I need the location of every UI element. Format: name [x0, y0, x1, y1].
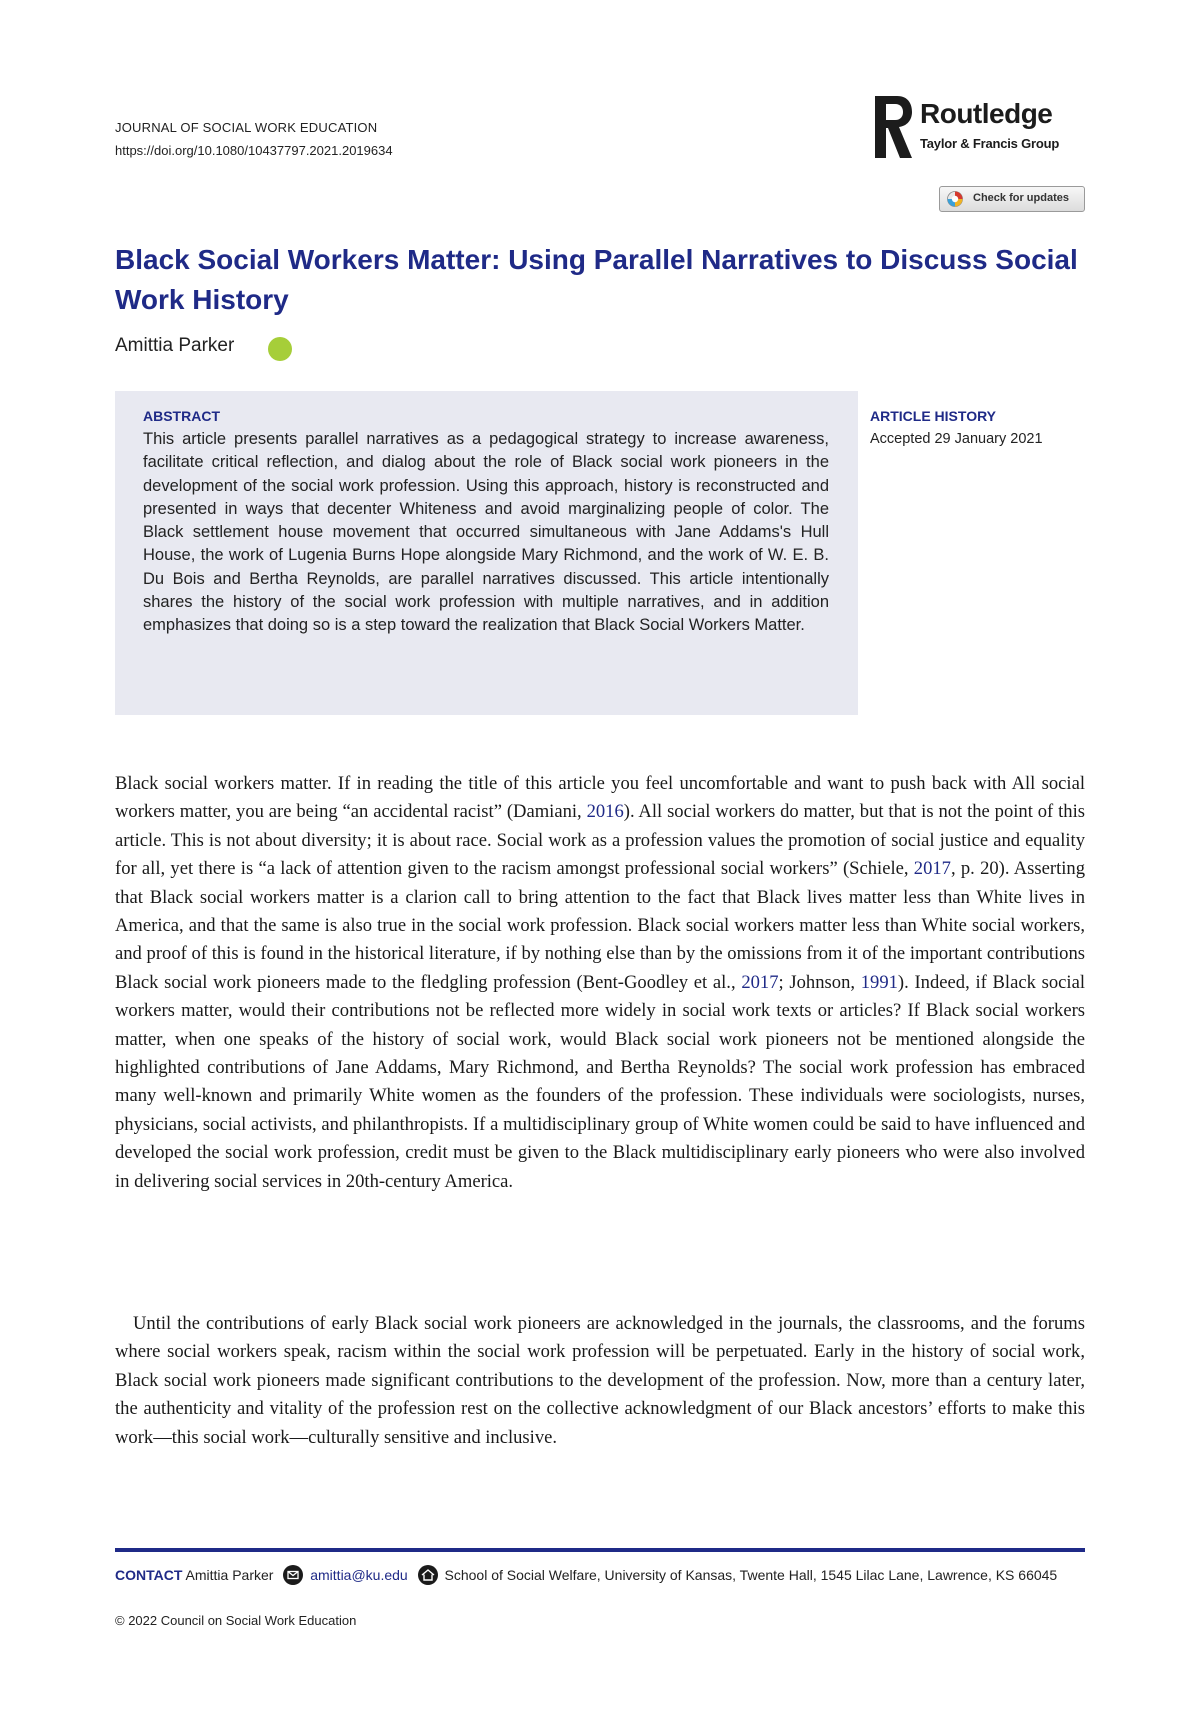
- publisher-name: Routledge: [920, 98, 1053, 129]
- publisher-group: Taylor & Francis Group: [920, 136, 1060, 151]
- citation-link[interactable]: 1991: [860, 971, 898, 993]
- address-icon: [418, 1565, 438, 1585]
- abstract-text: This article presents parallel narratives as a pedagogical strategy to increase awareness, facilitate critical reflection, and dialog about the role of Black social work pioneers in the development of the social work profession. Using this approach, history is reconstructed and presented in ways that decenter Whiteness and avoid marginalizing people of color. The Black settlement house movement that occurred simultaneous with Jane Addams's Hull House, the work of Lugenia Burns Hope alongside Mary Richmond, and the work of W. E. B. Du Bois and Bertha Reynolds, are parallel narratives discussed. This article intentionally shares the history of the social work profession with multiple narratives, and in addition emphasizes that doing so is a step toward the realization that Black Social Workers Matter.: [143, 430, 829, 635]
- doi-link[interactable]: https://doi.org/10.1080/10437797.2021.2019634: [115, 143, 393, 158]
- email-link[interactable]: amittia@ku.edu: [310, 1567, 408, 1583]
- doi-line: [115, 143, 393, 158]
- contact-label: CONTACT: [115, 1567, 183, 1583]
- body-text-segment: , p. 20). Asserting that Black social workers matter is a clarion call to bring attention to the fact that Black lives matter less than White lives in America, and that the same is also true in the social work profession. Black social workers matter less than White social workers, and proof of this is found in the historical literature, if by nothing else than by the omissions from it of the important contributions Black social work pioneers made to the fledgling profession (Bent-Goodley et al.,: [115, 858, 1085, 993]
- crossmark-icon: [947, 191, 963, 207]
- author-name: Amittia Parker: [115, 335, 235, 356]
- body-paragraph-1: [115, 770, 1085, 1196]
- abstract-heading: ABSTRACT: [143, 408, 220, 424]
- body-text-segment: ). All social workers do matter, but that is not the point of this article. This is not about diversity; it is about race. Social work as a profession values the promotion of social justice and equality for all, yet there is “a lack of attention given to the racism amongst professional social workers” (Schiele,: [115, 801, 1085, 880]
- article-history-heading: ARTICLE HISTORY: [870, 408, 997, 424]
- check-for-updates-label: Check for updates: [973, 192, 1069, 204]
- body-text-segment: Black social workers matter. If in reading the title of this article you feel uncomfortable and want to push back with All social workers matter, you are being “an accidental racist” (Damiani,: [115, 773, 1085, 823]
- citation-link[interactable]: 2017: [741, 971, 779, 993]
- body-text-segment: ). Indeed, if Black social workers matter, would their contributions not be reflected more widely in social work texts or articles? If Black social workers matter, when one speaks of the history of social work, would Black social work pioneers not be mentioned alongside the highlighted contributions of Jane Addams, Mary Richmond, and Bertha Reynolds? The social work profession has embraced many well-known and primarily White women as the founders of the profession. These individuals were sociologists, nurses, physicians, social activists, and philanthropists. If a multidisciplinary group of White women could be said to have influenced and developed the social work profession, credit must be given to the Black multidisciplinary early pioneers who were also involved in delivering social services in 20th-century America.: [115, 971, 1085, 1192]
- journal-name: JOURNAL OF SOCIAL WORK EDUCATION: [115, 120, 378, 135]
- orcid-icon[interactable]: [268, 337, 292, 361]
- contact-info: [115, 1563, 1095, 1587]
- contact-name: Amittia Parker: [185, 1567, 274, 1583]
- footer-divider: [115, 1548, 1085, 1552]
- copyright-notice: © 2022 Council on Social Work Education: [115, 1613, 357, 1628]
- citation-link[interactable]: 2016: [586, 801, 624, 823]
- email-icon: [283, 1565, 303, 1585]
- contact-address: School of Social Welfare, University of Kansas, Twente Hall, 1545 Lilac Lane, Lawrence, KS 66045: [444, 1567, 1058, 1583]
- body-paragraph-2: Until the contributions of early Black social work pioneers are acknowledged in the journals, the classrooms, and the forums where social workers speak, racism within the social work profession will be perpetuated. Early in the history of social work, Black social work pioneers made significant contributions to the development of the profession. Now, more than a century later, the authenticity and vitality of the profession rest on the collective acknowledgment of our Black ancestors’ efforts to make this work—this social work—culturally sensitive and inclusive.: [115, 1313, 1085, 1448]
- routledge-logo-icon: [873, 96, 913, 158]
- article-title: Black Social Workers Matter: Using Parallel Narratives to Discuss Social Work History: [115, 244, 1078, 315]
- check-for-updates-button[interactable]: [939, 186, 1085, 212]
- publisher-logo: [873, 96, 1088, 158]
- accepted-date: Accepted 29 January 2021: [870, 431, 1043, 447]
- citation-link[interactable]: 2017: [913, 858, 951, 880]
- body-text-segment: ; Johnson,: [778, 971, 861, 993]
